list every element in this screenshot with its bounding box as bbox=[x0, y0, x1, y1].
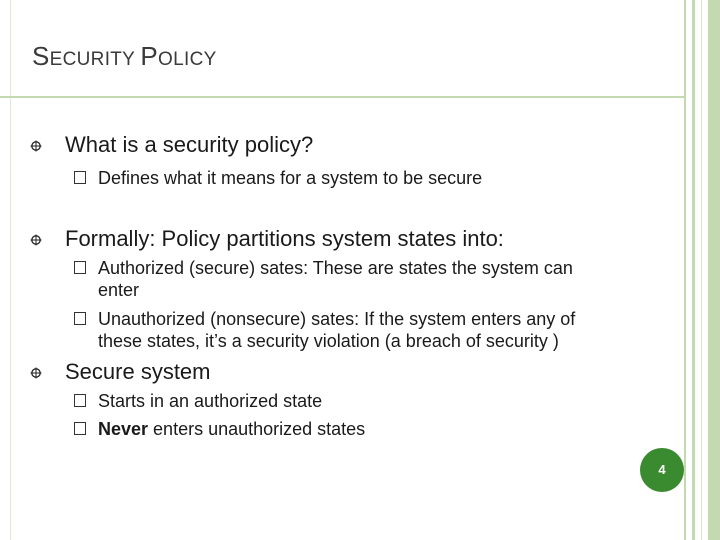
sub-bullet-text: Defines what it means for a system to be secure bbox=[98, 168, 483, 188]
checkbox-bullet-icon bbox=[74, 422, 86, 435]
decorative-stripe bbox=[701, 0, 702, 540]
sub-bullet-text: Never enters unauthorized states bbox=[98, 419, 366, 439]
bullet-star-icon bbox=[30, 234, 42, 246]
bullet-star-icon bbox=[30, 367, 42, 379]
checkbox-bullet-icon bbox=[74, 394, 86, 407]
bullet-star-icon bbox=[30, 140, 42, 152]
checkbox-bullet-icon bbox=[74, 261, 86, 274]
bullet-text: Secure system bbox=[65, 359, 211, 384]
slide-title: SECURITY POLICY bbox=[32, 41, 217, 71]
sub-bullet-text-continued: these states, it’s a security violation (a breach of security ) bbox=[98, 331, 559, 351]
bullet-text: Formally: Policy partitions system states into: bbox=[65, 226, 504, 251]
sub-bullet-text: Authorized (secure) sates: These are states the system can bbox=[98, 258, 573, 278]
decorative-stripe bbox=[692, 0, 695, 540]
page-number-badge: 4 bbox=[640, 448, 684, 492]
decorative-stripe bbox=[684, 0, 686, 540]
checkbox-bullet-icon bbox=[74, 171, 86, 184]
sub-bullet-text: Starts in an authorized state bbox=[98, 391, 323, 411]
emphasis-text: Never bbox=[98, 419, 149, 439]
title-rule bbox=[0, 96, 684, 98]
left-border-line bbox=[10, 0, 11, 540]
sub-bullet-text: Unauthorized (nonsecure) sates: If the system enters any of bbox=[98, 309, 576, 329]
checkbox-bullet-icon bbox=[74, 312, 86, 325]
bullet-text: What is a security policy? bbox=[65, 132, 314, 157]
decorative-stripe bbox=[708, 0, 720, 540]
sub-bullet-text-continued: enter bbox=[98, 280, 140, 300]
